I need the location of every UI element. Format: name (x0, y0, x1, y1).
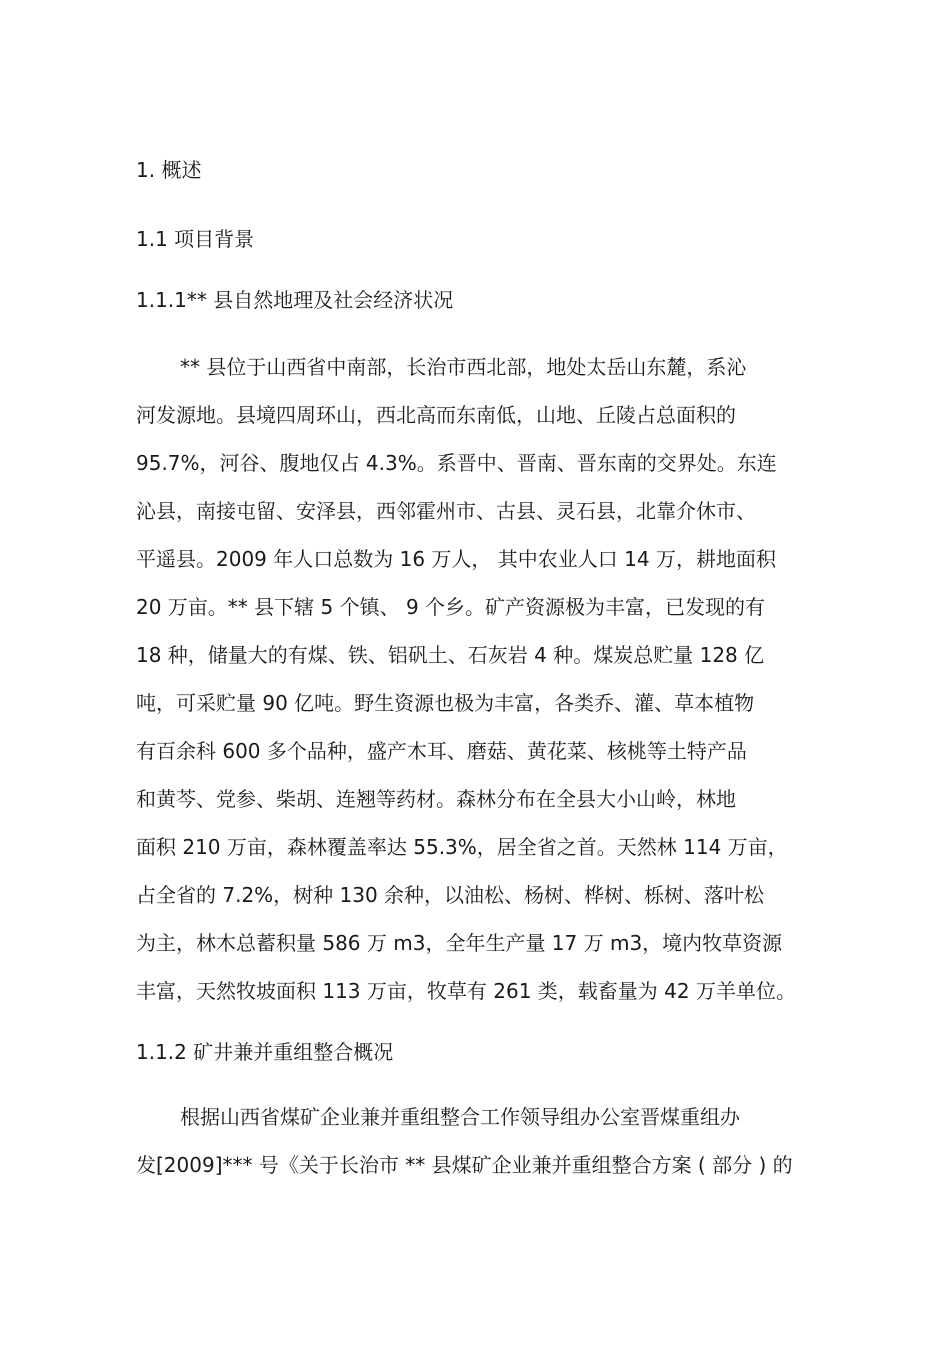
paragraph-line: 平遥县。2009 年人口总数为 16 万人， 其中农业人口 14 万，耕地面积 (136, 547, 776, 571)
paragraph-line: 有百余科 600 多个品种，盛产木耳、磨菇、黄花菜、核桃等土特产品 (136, 739, 747, 763)
paragraph-natural-geography (136, 343, 826, 1015)
paragraph-merger-overview (136, 1093, 826, 1189)
paragraph-line: ** 县位于山西省中南部，长治市西北部，地处太岳山东麓，系沁 (180, 355, 747, 379)
paragraph-line: 为主，林木总蓄积量 586 万 m3，全年生产量 17 万 m3，境内牧草资源 (136, 931, 783, 955)
section-heading-1-1-2: 1.1.2 矿井兼并重组整合概况 (136, 1040, 394, 1064)
paragraph-line: 丰富，天然牧坡面积 113 万亩，牧草有 261 类，载畜量为 42 万羊单位。 (136, 979, 796, 1003)
section-heading-1-1-1: 1.1.1** 县自然地理及社会经济状况 (136, 288, 454, 312)
paragraph-line: 吨，可采贮量 90 亿吨。野生资源也极为丰富，各类乔、灌、草本植物 (136, 691, 755, 715)
paragraph-line: 占全省的 7.2%，树种 130 余种，以油松、杨树、桦树、栎树、落叶松 (136, 883, 765, 907)
section-heading-1: 1. 概述 (136, 158, 202, 182)
paragraph-line: 发[2009]*** 号《关于长治市 ** 县煤矿企业兼并重组整合方案 ( 部分 ) 的 (136, 1153, 793, 1177)
paragraph-line: 根据山西省煤矿企业兼并重组整合工作领导组办公室晋煤重组办 (180, 1105, 740, 1129)
paragraph-line: 沁县，南接屯留、安泽县，西邻霍州市、古县、灵石县，北靠介休市、 (136, 499, 756, 523)
paragraph-line: 面积 210 万亩，森林覆盖率达 55.3%，居全省之首。天然林 114 万亩， (136, 835, 788, 859)
paragraph-line: 95.7%，河谷、腹地仅占 4.3%。系晋中、晋南、晋东南的交界处。东连 (136, 451, 777, 475)
paragraph-line: 河发源地。县境四周环山，西北高而东南低，山地、丘陵占总面积的 (136, 403, 736, 427)
paragraph-line: 18 种，储量大的有煤、铁、铝矾土、石灰岩 4 种。煤炭总贮量 128 亿 (136, 643, 765, 667)
paragraph-line: 和黄芩、党参、柴胡、连翘等药材。森林分布在全县大小山岭，林地 (136, 787, 736, 811)
section-heading-1-1: 1.1 项目背景 (136, 227, 255, 251)
paragraph-line: 20 万亩。** 县下辖 5 个镇、 9 个乡。矿产资源极为丰富，已发现的有 (136, 595, 766, 619)
